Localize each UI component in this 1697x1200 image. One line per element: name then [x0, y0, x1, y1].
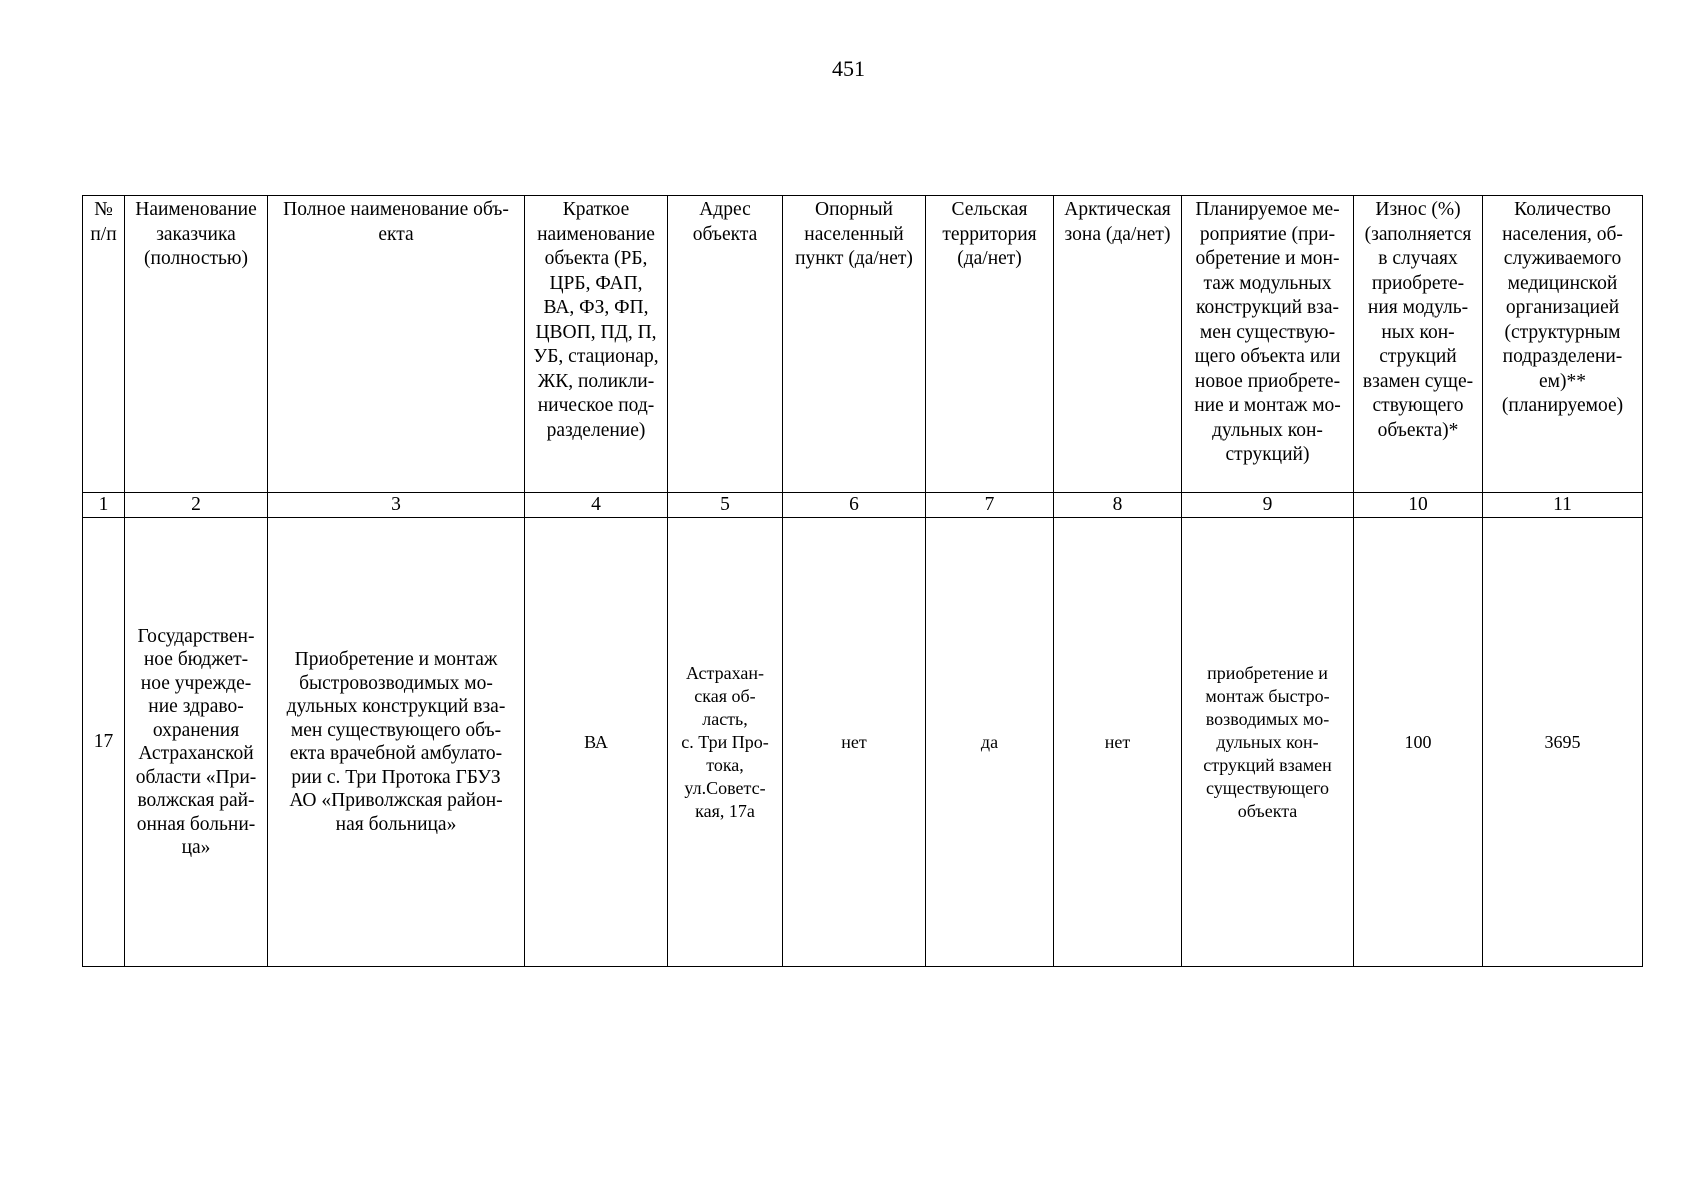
column-number: 6: [783, 493, 926, 518]
cell-row-number: 17: [83, 518, 125, 967]
cell-full-name: Приобретение и монтаж быстровозводимых мо- дульных конструкций вза- мен существующего объ- екта врачебной амбулато- рии с. Три Протока ГБУЗ АО «Приволжская район- ная больница»: [268, 518, 525, 967]
objects-table: [82, 195, 1643, 967]
cell-measure: приобретение и монтаж быстро- возводимых мо- дульных кон- струкций взамен существующего объекта: [1182, 518, 1354, 967]
cell-customer: Государствен- ное бюджет- ное учрежде- ние здраво- охранения Астраханской области «При- волжская рай- онная больни- ца»: [125, 518, 268, 967]
column-number: 11: [1483, 493, 1643, 518]
page-number: 451: [832, 56, 865, 81]
header-address: Адрес объекта: [668, 196, 783, 493]
header-full-name: Полное наименование объ- екта: [268, 196, 525, 493]
header-arctic: Арктическая зона (да/нет): [1054, 196, 1182, 493]
cell-wear: 100: [1354, 518, 1483, 967]
cell-population: 3695: [1483, 518, 1643, 967]
column-number: 8: [1054, 493, 1182, 518]
cell-short-name: ВА: [525, 518, 668, 967]
cell-rural: да: [926, 518, 1054, 967]
cell-address: Астрахан- ская об- ласть, с. Три Про- тока, ул.Советс- кая, 17а: [668, 518, 783, 967]
header-short-name: Краткое наименование объекта (РБ, ЦРБ, ФАП, ВА, ФЗ, ФП, ЦВОП, ПД, П, УБ, стационар, ЖК, поликли- ническое под- разделение): [525, 196, 668, 493]
column-number: 5: [668, 493, 783, 518]
column-number: 3: [268, 493, 525, 518]
table-header-row: [83, 196, 1643, 493]
cell-support-settlement: нет: [783, 518, 926, 967]
header-support-settlement: Опорный населенный пункт (да/нет): [783, 196, 926, 493]
column-number: 9: [1182, 493, 1354, 518]
header-wear: Износ (%) (заполняется в случаях приобрете- ния модуль- ных кон- струкций взамен суще- ствующего объекта)*: [1354, 196, 1483, 493]
header-row-number: № п/п: [83, 196, 125, 493]
header-measure: Планируемое ме- роприятие (при- обретение и мон- таж модульных конструкций вза- мен существую- щего объекта или новое приобрете- ние и монтаж мо- дульных кон- струкций): [1182, 196, 1354, 493]
column-number: 1: [83, 493, 125, 518]
cell-arctic: нет: [1054, 518, 1182, 967]
column-number: 4: [525, 493, 668, 518]
column-number-row: [83, 493, 1643, 518]
header-population: Количество населения, об- служиваемого медицинской организацией (структурным подразделени- ем)** (планируемое): [1483, 196, 1643, 493]
column-number: 10: [1354, 493, 1483, 518]
column-number: 2: [125, 493, 268, 518]
header-rural: Сельская территория (да/нет): [926, 196, 1054, 493]
column-number: 7: [926, 493, 1054, 518]
table-row: [83, 518, 1643, 967]
header-customer: Наименование заказчика (полностью): [125, 196, 268, 493]
